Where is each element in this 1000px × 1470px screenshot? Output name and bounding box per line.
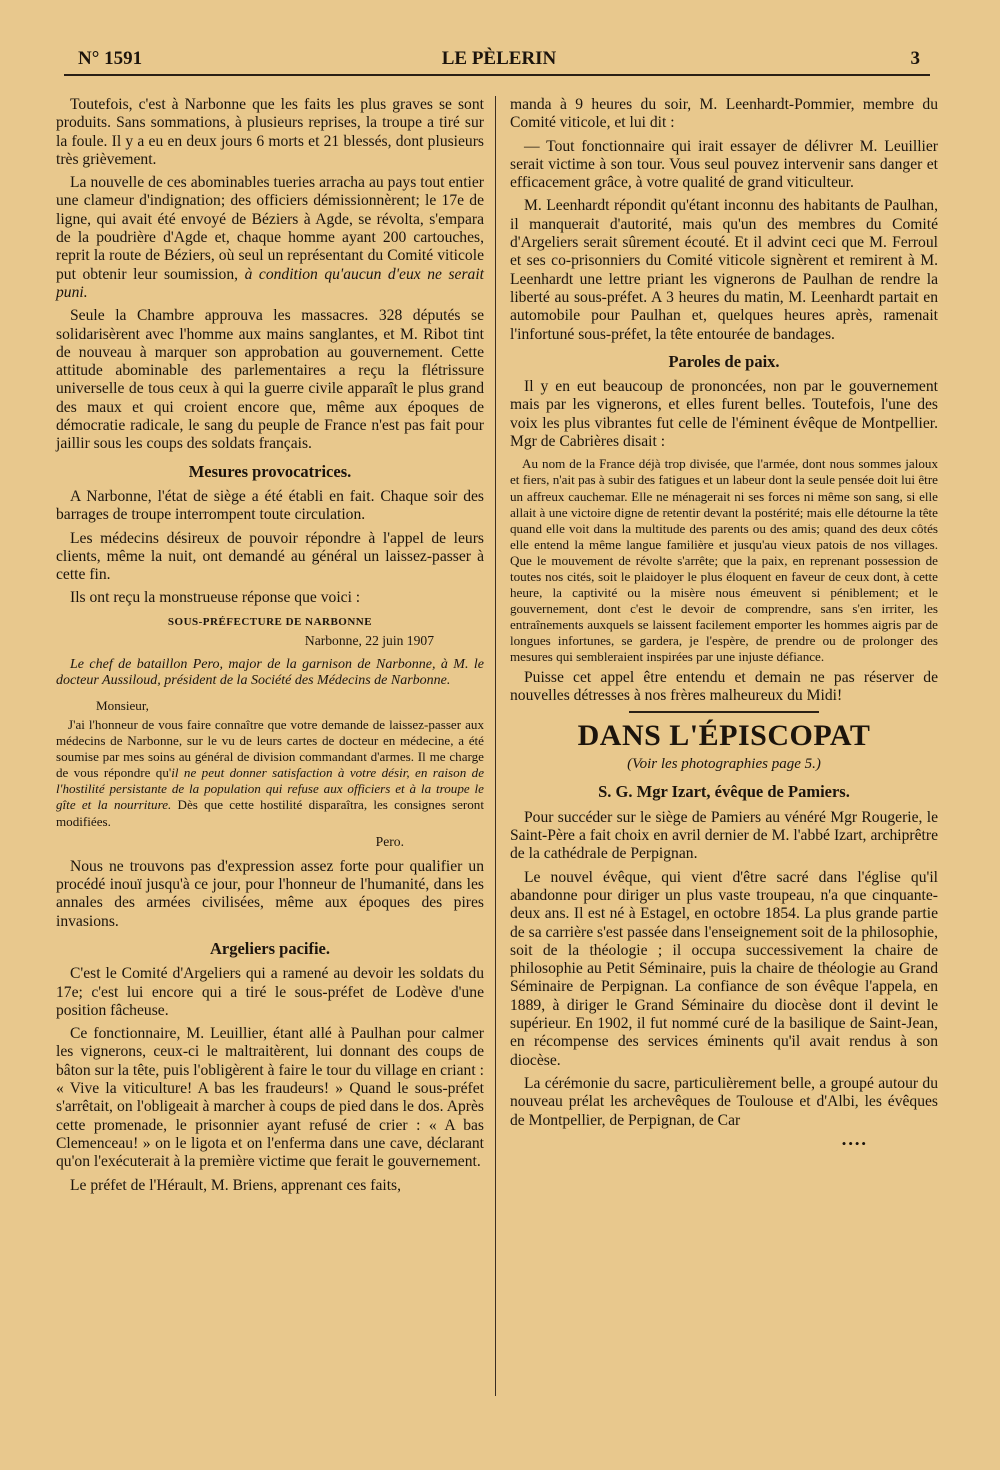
paragraph: La nouvelle de ces abominables tueries arracha au pays tout entier une clameur d'indignation; des officiers démissionnèrent; le 17e de ligne, qui avait été envoyé de Béziers à Agde, se révolta, s'empara de la poudrière d'Agde et, chaque homme ayant 200 cartouches, reprit la route de Béziers, où seul un représentant du Comité viticole put obtenir leur soumission, à condition qu'aucun d'eux ne serait puni. — [56, 174, 484, 301]
paragraph: Seule la Chambre approuva les massacres. 328 députés se solidarisèrent avec l'homme aux mains sanglantes, et M. Ribot tint de nouveau à marquer son approbation au gouvernement. Cette attitude abominable des parlementaires a reçu la flétrissure universelle de tous ceux à qui la guerre civile apparaît le plus grand des maux et qui croient encore que, même aux époques de démocratie radicale, le sang du peuple de France n'est pas fait pour jaillir sous les coups des soldats français. — [56, 307, 484, 453]
paragraph: Le préfet de l'Hérault, M. Briens, apprenant ces faits, — [70, 1176, 402, 1194]
issue-number: N° 1591 — [78, 48, 143, 69]
newspaper-title: LE PÈLERIN — [441, 48, 557, 69]
paragraph: Puisse cet appel être entendu et demain ne pas réserver de nouvelles détresses à nos frères malheureux du Midi! — [510, 668, 938, 704]
paragraph: Le nouvel évêque, qui vient d'être sacré dans l'église qu'il abandonne pour diriger un plus vaste troupeau, n'a que cinquante-deux ans. Il est né à Estagel, en octobre 1854. La plus grande partie de sa carrière s'est passée dans l'enseignement soit de la philosophie, soit de la théologie ; il occupa successivement la chaire de philosophie au Petit Séminaire, puis la chaire de théologie au Grand Séminaire de Perpignan. La confiance de son évêque l'appela, en 1889, à diriger le Grand Séminaire du diocèse dont il devint le supérieur. En 1902, il fut nommé curé de la basilique de Saint-Jean, en récompense des services éminents qu'il avait rendus à son diocèse. — [510, 868, 938, 1069]
header-rule — [64, 74, 930, 76]
paragraph: La cérémonie du sacre, particulièrement belle, a groupé autour du nouveau prélat les archevêques de Toulouse et d'Albi, les évêques de Montpellier, de Perpignan, de Car — [510, 1074, 938, 1129]
section-heading: Mesures provocatrices. — [188, 461, 352, 481]
page-header — [78, 42, 920, 72]
quote-text: Au nom de la France déjà trop divisée, que l'armée, dont nous sommes jaloux et fiers, n'ait pas à subir des fatigues et un labeur dont la seule pensée doit lui être un affreux cauchemar. Elle ne ménagerait ni ses forces ni même son sang, si elle allait à une victoire digne de retentir devant la postérité; mais elle détourne la tête quand elle voit dans la multitude des parents ou des amis; quand des deux côtés elle entend la même langue familière et jusqu'au vieux patois de nos villages. Que le mouvement de révolte s'arrête; que la paix, en reprenant possession de toutes nos cités, soit le plaidoyer le plus éloquent en faveur de ceux dont, à cette heure, la captivité ou la misère nous émeuvent si péniblement; et le gouvernement, dont c'est le devoir de comprendre, sans s'en irriter, les entraînements auxquels se laissent facilement emporter les hommes aigris par de longues infortunes, se gardera, je l'espère, de prendre ou de prolonger des mesures qui sembleraient inspirées par une injuste défiance. — [510, 456, 938, 665]
paragraph: Ce fonctionnaire, M. Leuillier, étant allé à Paulhan pour calmer les vignerons, ceux-ci le maltraitèrent, lui donnant des coups de bâton sur la tête, puis l'obligèrent à faire le tour du village en criant : « Vive la viticulture! A bas les fraudeurs! » Quand le sous-préfet s'arrêtait, on l'obligeait à marcher à coups de pied dans le dos. Après cette promenade, le prisonnier ayant refusé de crier : « A bas Clemenceau! » on le ligota et on l'enferma dans une cave, déclarant qu'on l'exécuterait à la première victime que ferait le gouvernement. — [56, 1025, 484, 1171]
section-caption: (Voir les photographies page 5.) — [627, 756, 821, 773]
page-number: 3 — [910, 48, 920, 69]
letter-salutation: Monsieur, — [96, 697, 149, 713]
paragraph: Nous ne trouvons pas d'expression assez forte pour qualifier un procédé inouï jusqu'à ce jour, pour l'honneur de l'humanité, dans les annales des armées civilisées, même aux époques des pires invasions. — [56, 857, 484, 930]
paragraph: Ils ont reçu la monstrueuse réponse que voici : — [70, 589, 361, 607]
left-column — [56, 96, 484, 1200]
quoted-letter — [56, 614, 484, 850]
letter-date: Narbonne, 22 juin 1907 — [304, 632, 434, 648]
paragraph: A Narbonne, l'état de siège a été établi en fait. Chaque soir des barrages de troupe interrompent toute circulation. — [56, 487, 484, 524]
right-column — [510, 96, 938, 1153]
section-heading: Paroles de paix. — [668, 351, 780, 371]
paragraph: — Tout fonctionnaire qui irait essayer de délivrer M. Leuillier serait victime à son tour. Vous seul pouvez intervenir sans danger et efficacement grâce, à votre qualité de grand viticulteur. — [510, 137, 938, 192]
letter-signature: Pero. — [375, 833, 404, 849]
continuation-mark: •••• — [841, 1135, 868, 1151]
letter-body: J'ai l'honneur de vous faire connaître que votre demande de laissez-passer aux médecins de Narbonne, sur le vu de leurs cartes de docteur en médecine, a été soumise par mes soins au général de division commandant d'armes. Il me charge de vous répondre qu'il ne peut donner satisfaction à votre désir, en raison de l'hostilité persistante de la population qui refuse aux officiers et à la troupe le gîte et la nourriture. Dès que cette hostilité disparaîtra, les consignes seront modifiées. — [56, 717, 485, 829]
letter-title: Le chef de bataillon Pero, major de la garnison de Narbonne, à M. le docteur Aussiloud, président de la Société des Médecins de Narbonne. — [56, 656, 484, 689]
section-rule — [629, 711, 819, 713]
paragraph: Toutefois, c'est à Narbonne que les faits les plus graves se sont produits. Sans sommations, à plusieurs reprises, la troupe a tiré sur la foule. Il y a eu en deux jours 6 morts et 21 blessés, dont plusieurs très grièvement. — [56, 96, 484, 168]
paragraph: Pour succéder sur le siège de Pamiers au vénéré Mgr Rougerie, le Saint-Père a fait choix en avril dernier de M. l'abbé Izart, archiprêtre de la cathédrale de Perpignan. — [510, 808, 938, 863]
letter-header: SOUS-PRÉFECTURE DE NARBONNE — [167, 615, 373, 628]
paragraph: Les médecins désireux de pouvoir répondre à l'appel de leurs clients, même la nuit, ont demandé au général un laissez-passer à cette fin. — [56, 529, 484, 584]
paragraph: Il y en eut beaucoup de prononcées, non par le gouvernement mais par les vignerons, et elles furent belles. Toutefois, l'une des voix les plus vibrantes fut celle de l'éminent évêque de Montpellier. Mgr de Cabrières disait : — [510, 378, 938, 451]
section-heading: Argeliers pacifie. — [209, 938, 331, 958]
section-title: DANS L'ÉPISCOPAT — [577, 719, 871, 753]
paragraph: C'est le Comité d'Argeliers qui a ramené au devoir les soldats du 17e; c'est lui encore qui a tiré le sous-préfet de Lodève d'une position fâcheuse. — [56, 965, 484, 1019]
paragraph: M. Leenhardt répondit qu'étant inconnu des habitants de Paulhan, il manquerait d'autorité, mais qu'un des membres du Comité d'Argeliers serait sûrement écouté. Et il advint ceci que M. Ferroul et ses co-prisonniers du Comité viticole signèrent et remirent à M. Leenhardt une lettre priant les vignerons de Paulhan de rendre la liberté au sous-préfet. A 3 heures du matin, M. Leenhardt partait en automobile pour Paulhan et, quelques heures après, ramenait l'infortuné sous-préfet, la tête entourée de bandages. — [510, 197, 938, 343]
column-divider — [495, 96, 496, 1396]
paragraph: manda à 9 heures du soir, M. Leenhardt-Pommier, membre du Comité viticole, et lui dit : — [510, 96, 938, 132]
section-heading: S. G. Mgr Izart, évêque de Pamiers. — [598, 782, 850, 802]
bishop-quote — [510, 456, 938, 665]
